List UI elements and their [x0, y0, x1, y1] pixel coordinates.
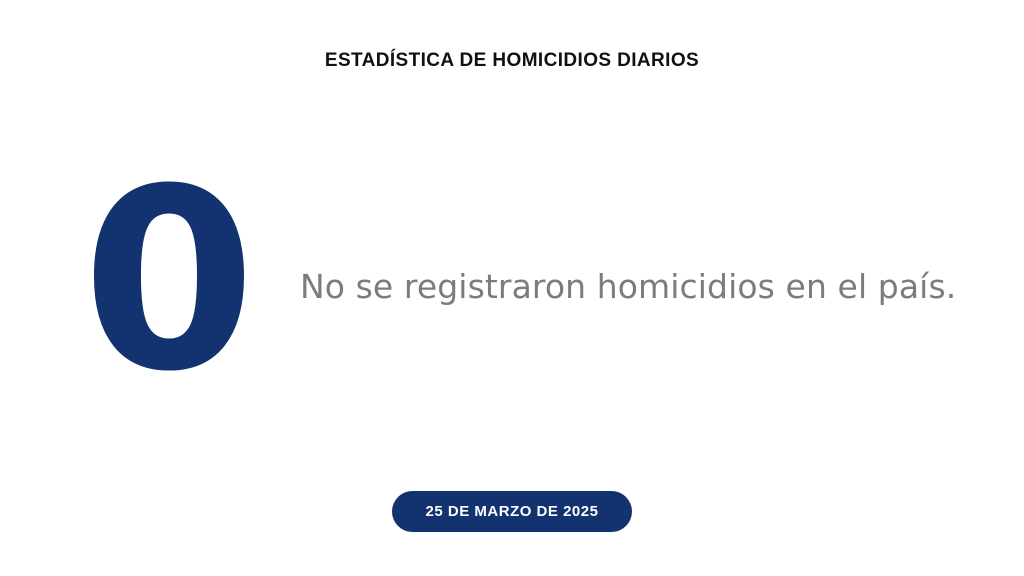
homicide-count-message: No se registraron homicidios en el país. [299, 266, 957, 306]
homicide-count-value: 0 [82, 134, 252, 426]
date-badge-container [0, 491, 1024, 532]
statistic-row [0, 134, 1024, 426]
page-title: ESTADÍSTICA DE HOMICIDIOS DIARIOS [324, 50, 700, 71]
status-badge: 25 DE MARZO DE 2025 [392, 491, 633, 532]
